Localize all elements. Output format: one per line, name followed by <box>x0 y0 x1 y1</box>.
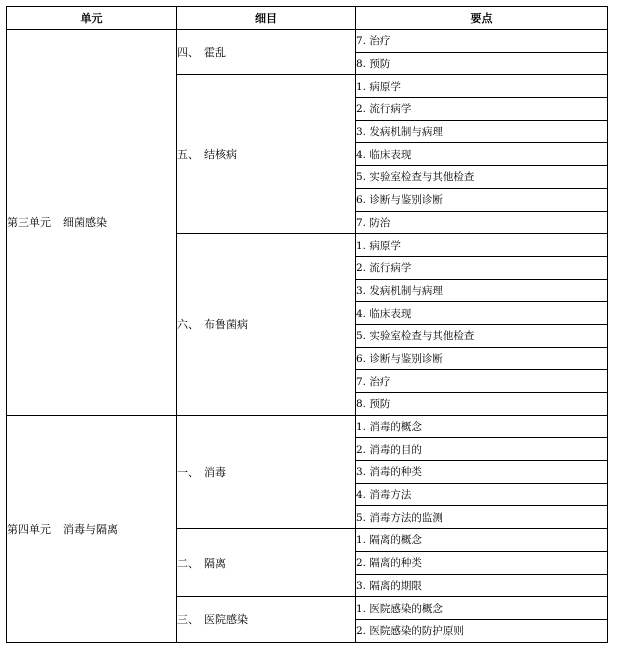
point-cell: 8. 预防 <box>356 52 608 75</box>
point-cell: 7. 治疗 <box>356 370 608 393</box>
unit-name: 细菌感染 <box>63 216 107 230</box>
topic-number: 二、 <box>177 556 199 570</box>
topic-number: 四、 <box>177 46 199 60</box>
topic-name: 医院感染 <box>204 613 248 627</box>
point-cell: 2. 医院感染的防护原则 <box>356 619 608 642</box>
point-cell: 1. 医院感染的概念 <box>356 597 608 620</box>
point-cell: 5. 实验室检查与其他检查 <box>356 324 608 347</box>
point-cell: 6. 诊断与鉴别诊断 <box>356 347 608 370</box>
point-cell: 4. 临床表现 <box>356 143 608 166</box>
point-cell: 7. 治疗 <box>356 30 608 53</box>
point-cell: 1. 病原学 <box>356 234 608 257</box>
header-unit: 单元 <box>7 7 177 30</box>
topic-cell <box>177 415 356 528</box>
topic-number: 三、 <box>177 613 199 627</box>
unit-name: 消毒与隔离 <box>63 522 118 536</box>
point-cell: 4. 消毒方法 <box>356 483 608 506</box>
point-cell: 1. 消毒的概念 <box>356 415 608 438</box>
point-cell: 1. 隔离的概念 <box>356 529 608 552</box>
syllabus-table <box>6 6 608 643</box>
unit-label: 第三单元 <box>7 216 51 230</box>
topic-cell <box>177 234 356 416</box>
point-cell: 2. 隔离的种类 <box>356 551 608 574</box>
point-cell: 1. 病原学 <box>356 75 608 98</box>
header-point: 要点 <box>356 7 608 30</box>
topic-cell <box>177 30 356 75</box>
point-cell: 5. 实验室检查与其他检查 <box>356 166 608 189</box>
point-cell: 7. 防治 <box>356 211 608 234</box>
point-cell: 3. 隔离的期限 <box>356 574 608 597</box>
topic-name: 结核病 <box>204 148 237 162</box>
table-body <box>7 30 608 643</box>
point-cell: 3. 消毒的种类 <box>356 461 608 484</box>
unit-label: 第四单元 <box>7 522 51 536</box>
point-cell: 2. 消毒的目的 <box>356 438 608 461</box>
point-cell: 3. 发病机制与病理 <box>356 279 608 302</box>
topic-cell <box>177 529 356 597</box>
point-cell: 8. 预防 <box>356 393 608 416</box>
topic-name: 隔离 <box>204 556 226 570</box>
table-row <box>7 415 608 438</box>
topic-name: 布鲁菌病 <box>204 318 248 332</box>
unit-cell <box>7 30 177 416</box>
point-cell: 3. 发病机制与病理 <box>356 120 608 143</box>
topic-name: 霍乱 <box>204 46 226 60</box>
topic-number: 一、 <box>177 465 199 479</box>
topic-number: 五、 <box>177 148 199 162</box>
topic-cell <box>177 75 356 234</box>
point-cell: 2. 流行病学 <box>356 256 608 279</box>
unit-cell <box>7 415 177 642</box>
table-row <box>7 30 608 53</box>
point-cell: 2. 流行病学 <box>356 98 608 121</box>
point-cell: 6. 诊断与鉴别诊断 <box>356 188 608 211</box>
topic-cell <box>177 597 356 642</box>
point-cell: 4. 临床表现 <box>356 302 608 325</box>
table-header <box>7 7 608 30</box>
point-cell: 5. 消毒方法的监测 <box>356 506 608 529</box>
header-topic: 细目 <box>177 7 356 30</box>
topic-number: 六、 <box>177 318 199 332</box>
topic-name: 消毒 <box>204 465 226 479</box>
